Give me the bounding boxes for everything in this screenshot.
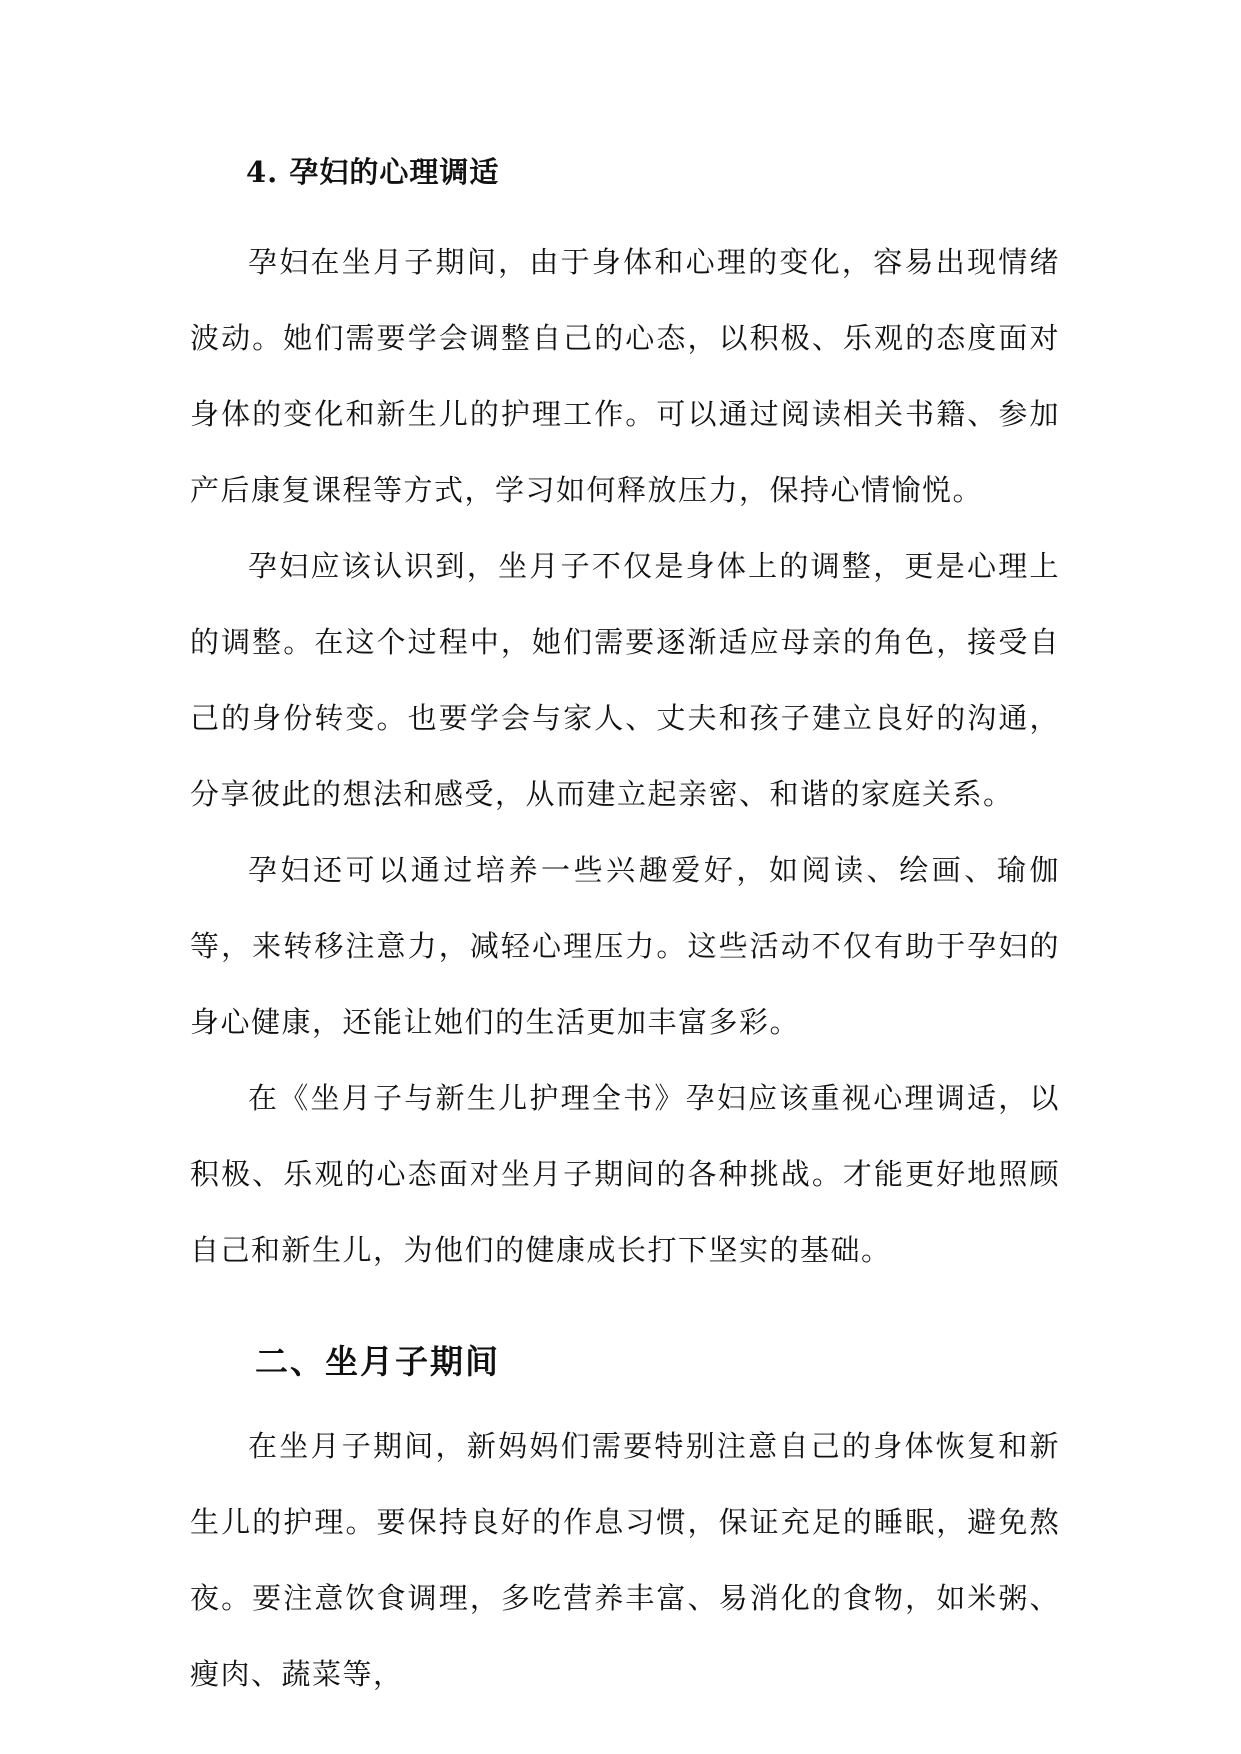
subsection-heading: 4. 孕妇的心理调适 — [246, 155, 500, 189]
paragraph: 孕妇应该认识到，坐月子不仅是身体上的调整，更是心理上的调整。在这个过程中，她们需要逐渐适应母亲的角色，接受自己的身份转变。也要学会与家人、丈夫和孩子建立良好的沟通，分享彼此的想法和感受，从而建立起亲密、和谐的家庭关系。 — [190, 549, 1060, 811]
page-content — [190, 150, 1060, 1712]
paragraph: 孕妇还可以通过培养一些兴趣爱好，如阅读、绘画、瑜伽等，来转移注意力，减轻心理压力。这些活动不仅有助于孕妇的身心健康，还能让她们的生活更加丰富多彩。 — [190, 853, 1060, 1039]
paragraph: 在坐月子期间，新妈妈们需要特别注意自己的身体恢复和新生儿的护理。要保持良好的作息习惯，保证充足的睡眠，避免熬夜。要注意饮食调理，多吃营养丰富、易消化的食物，如米粥、瘦肉、蔬菜等， — [190, 1429, 1060, 1691]
paragraph: 孕妇在坐月子期间，由于身体和心理的变化，容易出现情绪波动。她们需要学会调整自己的心态，以积极、乐观的态度面对身体的变化和新生儿的护理工作。可以通过阅读相关书籍、参加产后康复课程等方式，学习如何释放压力，保持心情愉悦。 — [190, 245, 1060, 507]
section-heading: 二、坐月子期间 — [255, 1342, 500, 1381]
paragraph: 在《坐月子与新生儿护理全书》孕妇应该重视心理调适，以积极、乐观的心态面对坐月子期间的各种挑战。才能更好地照顾自己和新生儿，为他们的健康成长打下坚实的基础。 — [190, 1081, 1060, 1267]
